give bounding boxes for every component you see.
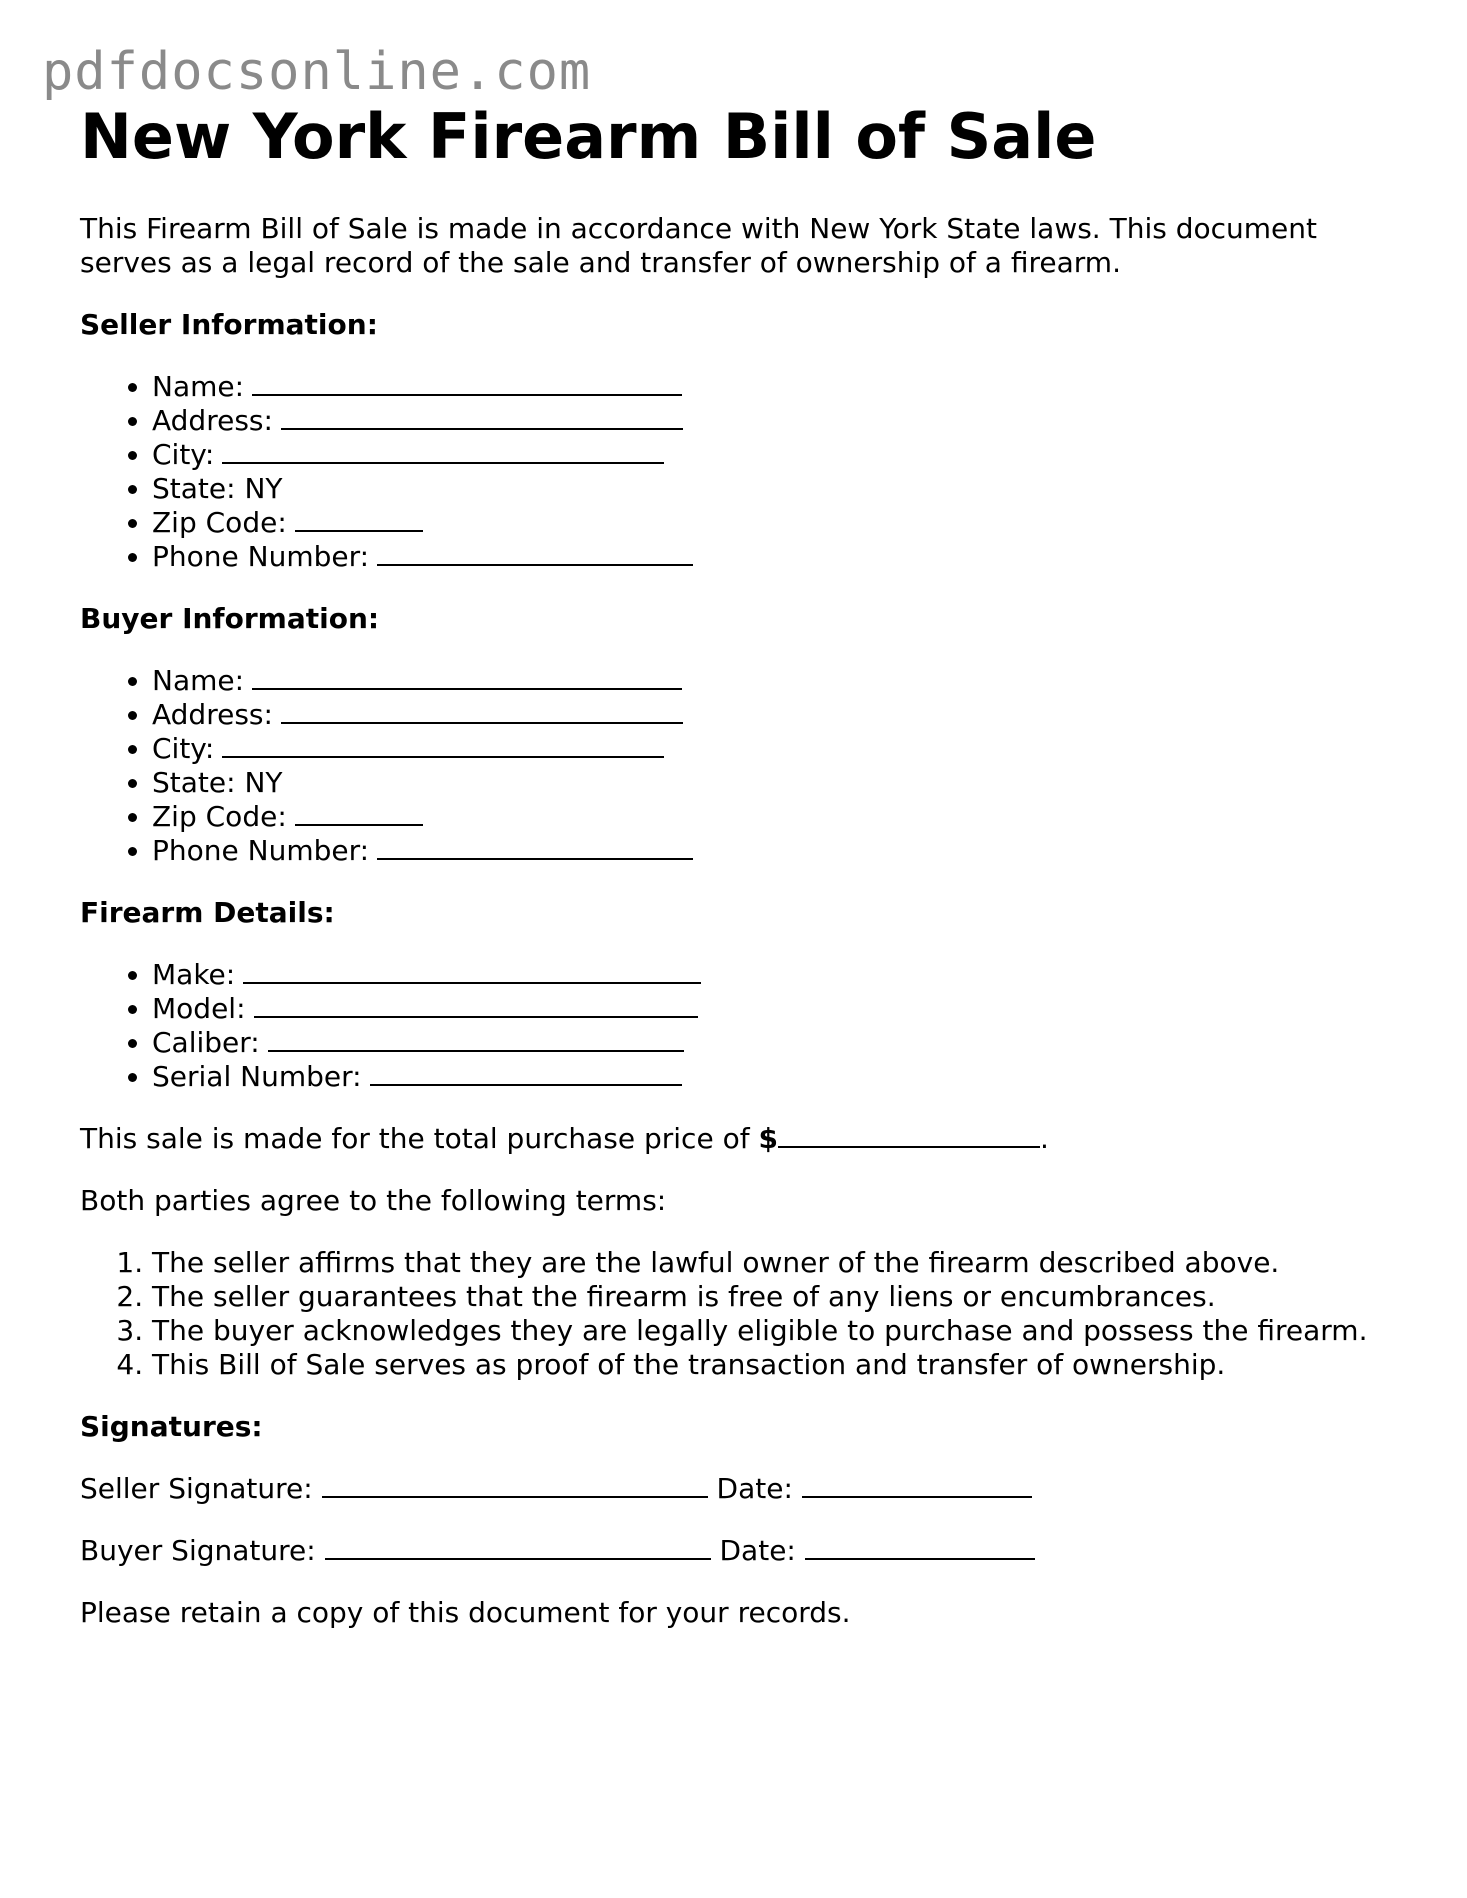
firearm-serial-field[interactable] [370, 1060, 682, 1086]
buyer-phone-field[interactable] [377, 834, 693, 860]
buyer-signature-line [80, 1534, 1380, 1568]
buyer-address-field[interactable] [281, 698, 683, 724]
page-title: New York Firearm Bill of Sale [80, 100, 1097, 173]
closing-note: Please retain a copy of this document for your records. [80, 1596, 851, 1630]
firearm-fields [80, 958, 1380, 1094]
buyer-state-label: State: NY [152, 766, 283, 800]
seller-fields [80, 370, 1380, 574]
seller-heading: Seller Information: [80, 308, 378, 342]
buyer-date-label: Date: [719, 1534, 796, 1568]
firearm-serial-label: Serial Number: [152, 1060, 362, 1094]
buyer-date-field[interactable] [805, 1534, 1035, 1560]
price-prefix: This sale is made for the total purchase price of [80, 1122, 759, 1156]
seller-phone-field[interactable] [377, 540, 693, 566]
seller-signature-field[interactable] [322, 1472, 708, 1498]
watermark: pdfdocsonline.com [42, 42, 592, 102]
list-item [152, 800, 1380, 834]
list-item [152, 834, 1380, 868]
buyer-city-field[interactable] [222, 732, 664, 758]
firearm-make-field[interactable] [243, 958, 701, 984]
firearm-caliber-label: Caliber: [152, 1026, 260, 1060]
buyer-city-label: City: [152, 732, 215, 766]
list-item [152, 732, 1380, 766]
list-item [152, 698, 1380, 732]
buyer-signature-field[interactable] [325, 1534, 711, 1560]
seller-address-field[interactable] [281, 404, 683, 430]
signatures-heading: Signatures: [80, 1410, 263, 1444]
list-item [152, 992, 1380, 1026]
seller-state-label: State: NY [152, 472, 283, 506]
list-item [152, 766, 1380, 800]
list-item [152, 1060, 1380, 1094]
seller-city-label: City: [152, 438, 215, 472]
price-field[interactable] [778, 1122, 1040, 1148]
firearm-model-field[interactable] [254, 992, 698, 1018]
buyer-name-field[interactable] [252, 664, 682, 690]
term-item: 1. The seller affirms that they are the lawful owner of the firearm described above. [152, 1246, 1380, 1280]
price-line [80, 1122, 1380, 1156]
seller-signature-line [80, 1472, 1380, 1506]
seller-name-label: Name: [152, 370, 245, 404]
buyer-fields [80, 664, 1380, 868]
list-item [152, 958, 1380, 992]
seller-address-label: Address: [152, 404, 273, 438]
list-item [152, 472, 1380, 506]
term-item: 4. This Bill of Sale serves as proof of the transaction and transfer of ownership. [152, 1348, 1380, 1382]
buyer-signature-label: Buyer Signature: [80, 1534, 316, 1568]
list-item [152, 664, 1380, 698]
term-item: 2. The seller guarantees that the firearm is free of any liens or encumbrances. [152, 1280, 1380, 1314]
list-item [152, 540, 1380, 574]
buyer-zip-field[interactable] [295, 800, 423, 826]
seller-date-label: Date: [716, 1472, 793, 1506]
seller-city-field[interactable] [222, 438, 664, 464]
list-item [152, 404, 1380, 438]
firearm-heading: Firearm Details: [80, 896, 335, 930]
firearm-make-label: Make: [152, 958, 236, 992]
seller-zip-field[interactable] [295, 506, 423, 532]
list-item [152, 506, 1380, 540]
firearm-caliber-field[interactable] [268, 1026, 684, 1052]
seller-name-field[interactable] [252, 370, 682, 396]
list-item [152, 438, 1380, 472]
buyer-phone-label: Phone Number: [152, 834, 370, 868]
terms-list [80, 1246, 1380, 1382]
price-currency: $ [758, 1122, 778, 1156]
buyer-heading: Buyer Information: [80, 602, 380, 636]
buyer-address-label: Address: [152, 698, 273, 732]
document [80, 100, 1380, 1630]
list-item [152, 370, 1380, 404]
intro-paragraph: This Firearm Bill of Sale is made in accordance with New York State laws. This document serves as a legal record of the sale and transfer of ownership of a firearm. [80, 212, 1317, 280]
terms-intro: Both parties agree to the following terms: [80, 1184, 667, 1218]
list-item [152, 1026, 1380, 1060]
buyer-name-label: Name: [152, 664, 245, 698]
seller-phone-label: Phone Number: [152, 540, 370, 574]
term-item: 3. The buyer acknowledges they are legally eligible to purchase and possess the firearm. [152, 1314, 1380, 1348]
firearm-model-label: Model: [152, 992, 246, 1026]
seller-date-field[interactable] [802, 1472, 1032, 1498]
price-suffix: . [1039, 1122, 1049, 1156]
seller-zip-label: Zip Code: [152, 506, 287, 540]
buyer-zip-label: Zip Code: [152, 800, 287, 834]
seller-signature-label: Seller Signature: [80, 1472, 313, 1506]
